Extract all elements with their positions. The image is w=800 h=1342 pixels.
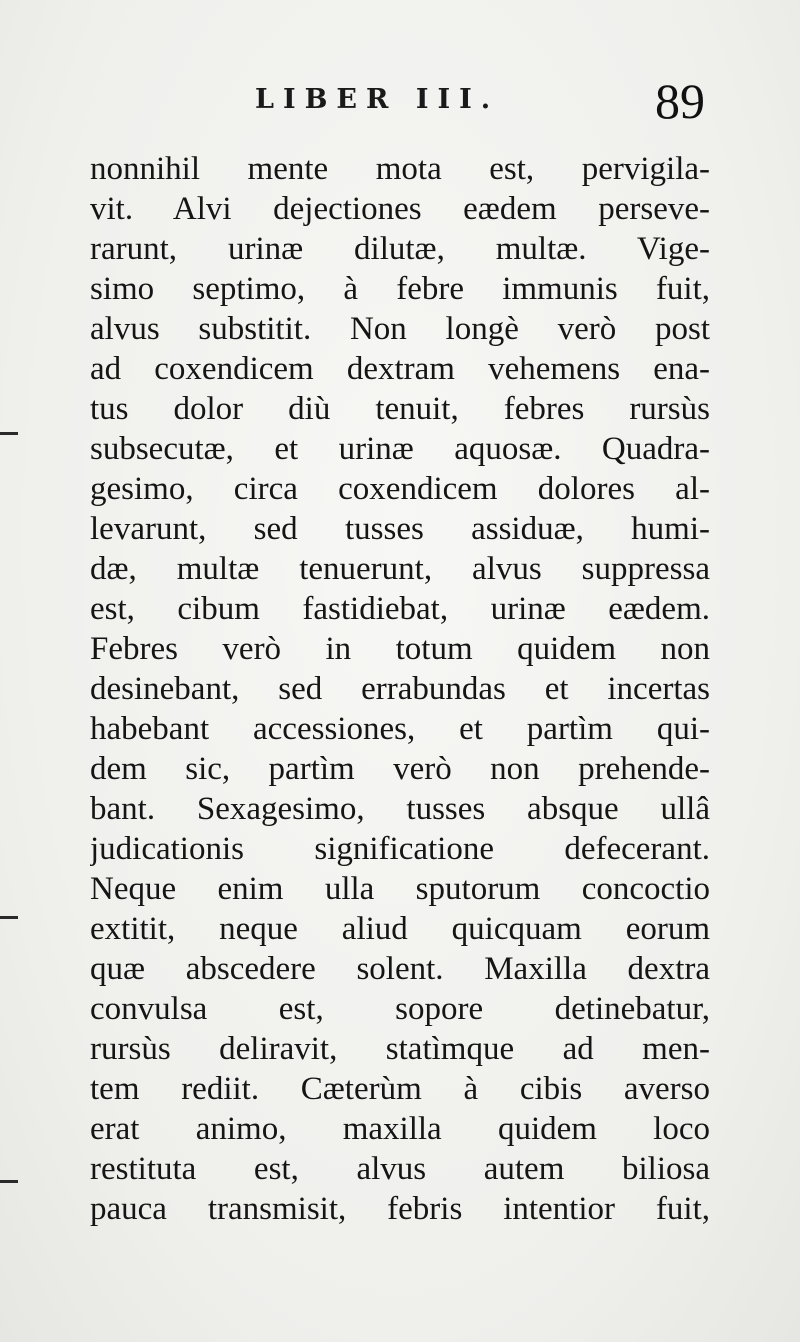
text-line: habebant accessiones, et partìm qui- [90,711,710,747]
text-line: nonnihil mente mota est, pervigila- [90,151,710,187]
text-line: desinebant, sed errabundas et incertas [90,671,710,707]
text-line: dem sic, partìm verò non prehende- [90,751,710,787]
running-head: LIBER III. [255,84,500,115]
text-line: bant. Sexagesimo, tusses absque ullâ [90,791,710,827]
text-line: restituta est, alvus autem biliosa [90,1151,710,1187]
text-line: levarunt, sed tusses assiduæ, humi- [90,511,710,547]
text-line: quæ abscedere solent. Maxilla dextra [90,951,710,987]
text-line: judicationis significatione defecerant. [90,831,710,867]
text-line: dæ, multæ tenuerunt, alvus suppressa [90,551,710,587]
text-line: subsecutæ, et urinæ aquosæ. Quadra- [90,431,710,467]
text-line: vit. Alvi dejectiones eædem perseve- [90,191,710,227]
text-line: est, cibum fastidiebat, urinæ eædem. [90,591,710,627]
text-line: simo septimo, à febre immunis fuit, [90,271,710,307]
text-line: Neque enim ulla sputorum concoctio [90,871,710,907]
text-line: erat animo, maxilla quidem loco [90,1111,710,1147]
text-line: extitit, neque aliud quicquam eorum [90,911,710,947]
text-line: alvus substitit. Non longè verò post [90,311,710,347]
gutter-mark [0,916,18,919]
text-line: rursùs deliravit, statìmque ad men- [90,1031,710,1067]
body-text [90,148,710,1238]
text-line: rarunt, urinæ dilutæ, multæ. Vige- [90,231,710,267]
text-line: tem rediit. Cæterùm à cibis averso [90,1071,710,1107]
text-line: tus dolor diù tenuit, febres rursùs [90,391,710,427]
text-line: Febres verò in totum quidem non [90,631,710,667]
gutter-mark [0,432,18,435]
text-line: convulsa est, sopore detinebatur, [90,991,710,1027]
page-number: 89 [655,73,705,129]
text-line: pauca transmisit, febris intentior fuit, [90,1191,710,1227]
page-header [0,73,800,138]
text-line: ad coxendicem dextram vehemens ena- [90,351,710,387]
gutter-mark [0,1180,18,1183]
text-line: gesimo, circa coxendicem dolores al- [90,471,710,507]
